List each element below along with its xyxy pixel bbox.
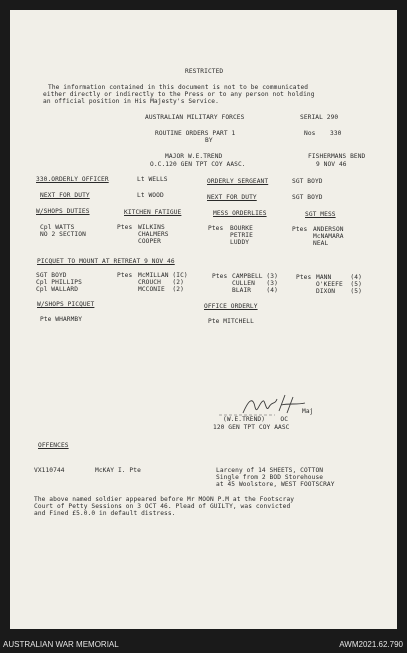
place: FISHERMANS BEND bbox=[308, 153, 366, 160]
kitchen-fatigue-label: KITCHEN FATIGUE bbox=[124, 209, 182, 216]
serial-number: SERIAL 290 bbox=[300, 114, 339, 121]
picquet-col3-names: CAMPBELL (3) CULLEN (3) BLAIR (4) bbox=[232, 273, 278, 294]
picquet-col2-names: McMILLAN (IC) CROUCH (2) MCCONIE (2) bbox=[138, 272, 188, 293]
next-for-duty-sergeant-label: NEXT FOR DUTY bbox=[207, 194, 257, 201]
mess-orderlies-label: MESS ORDERLIES bbox=[213, 210, 267, 217]
sgt-mess-names: ANDERSON McNAMARA NEAL bbox=[313, 226, 344, 247]
wshops-duties-label: W/SHOPS DUTIES bbox=[36, 208, 90, 215]
document-page bbox=[10, 10, 397, 629]
kitchen-names: WILKINS CHALMERS COOPER bbox=[138, 224, 169, 245]
picquet-col3-rank: Ptes bbox=[212, 273, 228, 280]
orders-by: BY bbox=[205, 137, 213, 144]
classification-heading: RESTRICTED bbox=[185, 68, 224, 75]
commanding-officer: MAJOR W.E.TREND bbox=[165, 153, 223, 160]
orderly-officer-name: Lt WELLS bbox=[137, 176, 168, 183]
offence-charge: Larceny of 14 SHEETS, COTTON Single from 2 BOD Storehouse at 45 Woolstore, WEST FOOTSCRAY bbox=[216, 467, 335, 488]
picquet-heading: PICQUET TO MOUNT AT RETREAT 9 NOV 46 bbox=[37, 258, 175, 265]
picquet-col4-rank: Ptes bbox=[296, 274, 312, 281]
wshops-duties-names: Cpl WATTS NO 2 SECTION bbox=[40, 224, 86, 238]
kitchen-rank: Ptes bbox=[117, 224, 133, 231]
notice-line-1: The information contained in this document is not to be communicated bbox=[48, 84, 309, 91]
office-orderly-name: Pte MITCHELL bbox=[208, 318, 254, 325]
footer-institution: AUSTRALIAN WAR MEMORIAL bbox=[3, 640, 119, 649]
sgt-mess-rank: Ptes bbox=[292, 226, 308, 233]
picquet-ncos: SGT BOYD Cpl PHILLIPS Cpl WALLARD bbox=[36, 272, 82, 293]
footer-accession-number: AWM2021.62.790 bbox=[339, 640, 403, 649]
orderly-officer-label: 330.ORDERLY OFFICER bbox=[36, 176, 109, 183]
next-sergeant-name: SGT BOYD bbox=[292, 194, 323, 201]
orderly-sergeant-label: ORDERLY SERGEANT bbox=[207, 178, 269, 185]
nos-label: Nos bbox=[304, 130, 316, 137]
notice-line-3: an official position in His Majesty's Service. bbox=[43, 98, 219, 105]
mess-names: BOURKE PETRIE LUDDY bbox=[230, 225, 253, 246]
archive-footer bbox=[0, 638, 407, 653]
unit-name: O.C.120 GEN TPT COY AASC. bbox=[150, 161, 246, 168]
wshops-picquet-name: Pte WHARMBY bbox=[40, 316, 83, 323]
sgt-mess-label: SGT MESS bbox=[305, 211, 336, 218]
offence-service-number: VX110744 bbox=[34, 467, 65, 474]
signature-unit: 120 GEN TPT COY AASC bbox=[213, 424, 290, 431]
next-officer-name: Lt WOOD bbox=[137, 192, 164, 199]
orderly-sergeant-name: SGT BOYD bbox=[292, 178, 323, 185]
offence-soldier-name: McKAY I. Pte bbox=[95, 467, 141, 474]
notice-line-2: either directly or indirectly to the Press or to any person not holding bbox=[43, 91, 315, 98]
nos-value: 330 bbox=[330, 130, 342, 137]
force-name: AUSTRALIAN MILITARY FORCES bbox=[145, 114, 245, 121]
signature-name: (W.E.TREND) OC bbox=[223, 416, 289, 423]
mess-rank: Ptes bbox=[208, 225, 224, 232]
next-for-duty-officer-label: NEXT FOR DUTY bbox=[40, 192, 90, 199]
wshops-picquet-label: W/SHOPS PICQUET bbox=[37, 301, 95, 308]
offences-heading: OFFENCES bbox=[38, 442, 69, 449]
orders-title: ROUTINE ORDERS PART 1 bbox=[155, 130, 236, 137]
picquet-col4-names: MANN (4) O'KEEFE (5) DIXON (5) bbox=[316, 274, 362, 295]
order-date: 9 NOV 46 bbox=[316, 161, 347, 168]
office-orderly-label: OFFICE ORDERLY bbox=[204, 303, 258, 310]
picquet-col2-rank: Ptes bbox=[117, 272, 133, 279]
offence-details: The above named soldier appeared before Mr MOON P.M at the Footscray Court of Petty Sessions on 3 OCT 46. Plead of GUILTY, was convicted and Fined £5.0.0 in default distress. bbox=[34, 496, 295, 517]
signature-rank: Maj bbox=[302, 408, 314, 415]
